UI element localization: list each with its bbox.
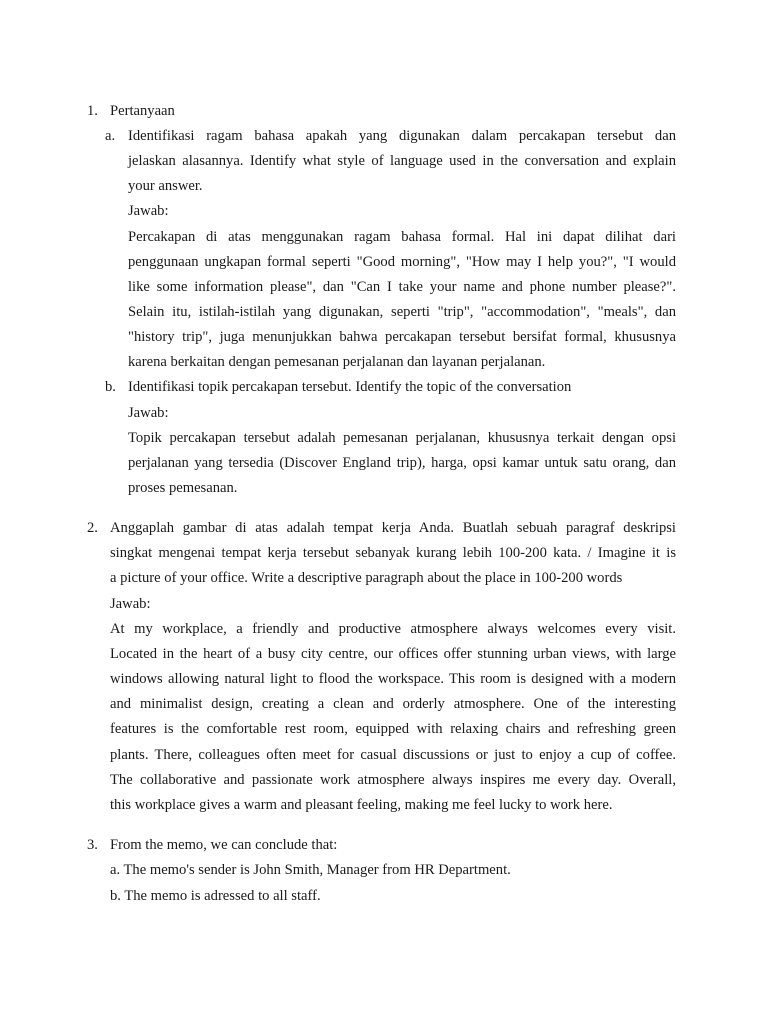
- q2-answer-line-4: and minimalist design, creating a clean and orderly atmosphere. One of the interesting: [110, 696, 676, 712]
- q1a-answer-line-5: "history trip", juga menunjukkan bahwa percakapan tersebut bersifat formal, khususnya: [128, 329, 676, 345]
- q1b-question: Identifikasi topik percakapan tersebut. Identify the topic of the conversation: [128, 379, 572, 395]
- q1a-question-line-2: jelaskan alasannya. Identify what style of language used in the conversation and explain: [128, 153, 676, 169]
- q3-intro: From the memo, we can conclude that:: [110, 837, 338, 853]
- q2-answer-line-2: Located in the heart of a busy city centre, our offices offer stunning urban views, with large: [110, 646, 676, 662]
- q1-title: Pertanyaan: [110, 103, 175, 119]
- q2-answer-line-5: features is the comfortable rest room, equipped with relaxing chairs and refreshing green: [110, 721, 676, 737]
- q2-answer-line-7: The collaborative and passionate work atmosphere always inspires me every day. Overall,: [110, 772, 676, 788]
- q2-answer-line-1: At my workplace, a friendly and productive atmosphere always welcomes every visit.: [110, 621, 676, 637]
- q1b-answer-line-2: perjalanan yang tersedia (Discover England trip), harga, opsi kamar untuk satu orang, dan: [128, 455, 676, 471]
- q1a-question-line-3: your answer.: [128, 178, 203, 194]
- q1a-answer-line-2: penggunaan ungkapan formal seperti "Good morning", "How may I help you?", "I would: [128, 254, 676, 270]
- q1b-answer-label: Jawab:: [128, 405, 169, 421]
- q2-question-line-2: singkat mengenai tempat kerja tersebut sebanyak kurang lebih 100-200 kata. / Imagine it is: [110, 545, 676, 561]
- q1b-answer-line-1: Topik percakapan tersebut adalah pemesanan perjalanan, khususnya terkait dengan opsi: [128, 430, 676, 446]
- q1a-answer-line-4: Selain itu, istilah-istilah yang digunakan, seperti "trip", "accommodation", "meals", dan: [128, 304, 676, 320]
- q1a-question-line-1: Identifikasi ragam bahasa apakah yang digunakan dalam percakapan tersebut dan: [128, 128, 676, 144]
- q1a-letter: a.: [105, 128, 116, 144]
- q2-question-line-1: Anggaplah gambar di atas adalah tempat kerja Anda. Buatlah sebuah paragraf deskripsi: [110, 520, 676, 536]
- q1a-answer-line-3: like some information please", dan "Can I take your name and phone number please?".: [128, 279, 676, 295]
- q2-answer-line-8: this workplace gives a warm and pleasant feeling, making me feel lucky to work here.: [110, 797, 613, 813]
- q1b-letter: b.: [105, 379, 116, 395]
- q3-number: 3.: [87, 837, 98, 853]
- q2-answer-label: Jawab:: [110, 596, 151, 612]
- q1a-answer-label: Jawab:: [128, 203, 169, 219]
- q2-question-line-3: a picture of your office. Write a descriptive paragraph about the place in 100-200 words: [110, 570, 623, 586]
- q1a-answer-line-1: Percakapan di atas menggunakan ragam bahasa formal. Hal ini dapat dilihat dari: [128, 229, 676, 245]
- q2-answer-line-6: plants. There, colleagues often meet for casual discussions or just to enjoy a cup of coffee.: [110, 747, 676, 763]
- q2-answer-line-3: windows allowing natural light to flood the workspace. This room is designed with a modern: [110, 671, 676, 687]
- q3-point-b: b. The memo is adressed to all staff.: [110, 888, 321, 904]
- q1a-answer-line-6: karena berkaitan dengan pemesanan perjalanan dan layanan perjalanan.: [128, 354, 546, 370]
- q2-number: 2.: [87, 520, 98, 536]
- q1b-answer-line-3: proses pemesanan.: [128, 480, 238, 496]
- q1-number: 1.: [87, 103, 98, 119]
- q3-point-a: a. The memo's sender is John Smith, Manager from HR Department.: [110, 862, 511, 878]
